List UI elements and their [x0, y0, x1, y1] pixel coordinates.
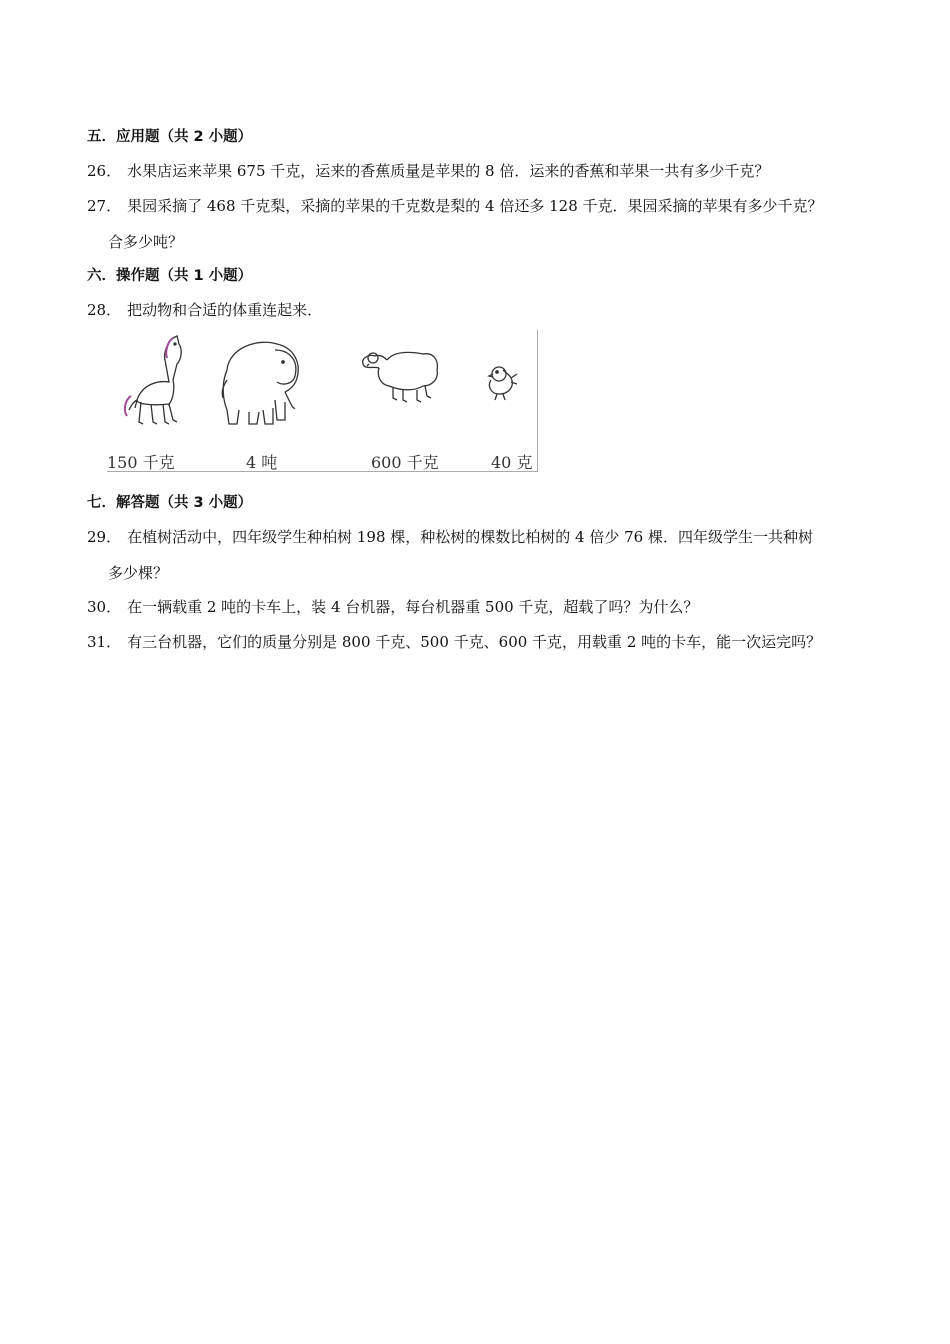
- question-27-continuation: 合多少吨？: [108, 233, 184, 251]
- question-number: 26．: [87, 162, 122, 180]
- weight-label-3: 600 千克: [371, 453, 439, 472]
- chick-icon: [489, 367, 517, 400]
- question-number: 29．: [87, 528, 122, 546]
- question-30: [87, 597, 698, 617]
- elephant-icon: [222, 342, 298, 424]
- question-text: 在一辆载重 2 吨的卡车上，装 4 台机器，每台机器重 500 千克，超载了吗？为什么？: [127, 598, 699, 616]
- question-number: 31．: [87, 633, 122, 651]
- section-heading-5: 五．应用题（共 2 小题）: [87, 129, 253, 145]
- section-heading-6: 六．操作题（共 1 小题）: [87, 268, 253, 284]
- section-heading-7: 七．解答题（共 3 小题）: [87, 495, 253, 511]
- sheep-icon: [363, 352, 438, 402]
- weight-label-2: 4 吨: [246, 453, 278, 472]
- question-text: 在植树活动中，四年级学生种柏树 198 棵，种松树的棵数比柏树的 4 倍少 76 棵．四年级学生一共种树: [127, 528, 813, 546]
- horse-icon: [125, 336, 181, 424]
- animal-weight-figure: [107, 330, 538, 472]
- question-text: 果园采摘了 468 千克梨，采摘的苹果的千克数是梨的 4 倍还多 128 千克．果园采摘的苹果有多少千克？: [127, 197, 823, 215]
- question-28: [87, 300, 322, 320]
- question-27: [87, 196, 823, 216]
- weight-label-1: 150 千克: [107, 453, 175, 472]
- question-number: 30．: [87, 598, 122, 616]
- question-number: 27．: [87, 197, 122, 215]
- question-31: [87, 632, 821, 652]
- question-text: 有三台机器，它们的质量分别是 800 千克、500 千克、600 千克，用载重 2 吨的卡车，能一次运完吗？: [127, 633, 822, 651]
- question-29-continuation: 多少棵？: [108, 564, 169, 582]
- question-text: 水果店运来苹果 675 千克，运来的香蕉质量是苹果的 8 倍．运来的香蕉和苹果一共有多少千克？: [127, 162, 770, 180]
- question-text: 把动物和合适的体重连起来．: [127, 301, 323, 319]
- question-29: [87, 527, 813, 547]
- question-number: 28．: [87, 301, 122, 319]
- weight-label-4: 40 克: [491, 453, 533, 472]
- question-26: [87, 161, 769, 181]
